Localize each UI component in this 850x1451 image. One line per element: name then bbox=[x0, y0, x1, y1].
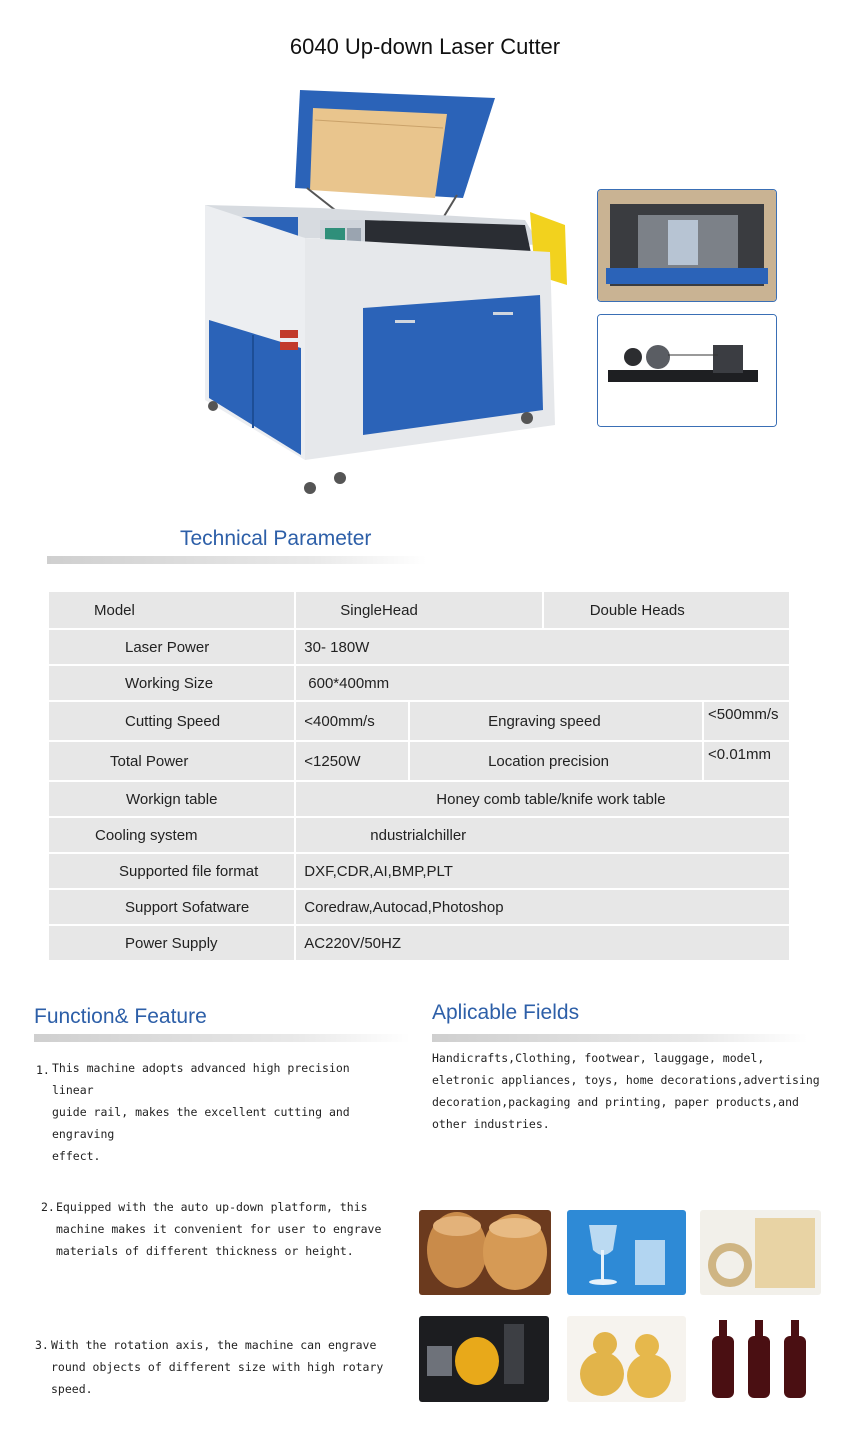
single-head-cell: SingleHead bbox=[295, 591, 542, 629]
table-row bbox=[48, 853, 790, 889]
table-row bbox=[48, 741, 790, 781]
working-size-value: 600*400mm bbox=[295, 665, 790, 701]
applicable-fields-heading: Aplicable Fields bbox=[432, 1001, 580, 1024]
fields-line: decoration,packaging and printing, paper products,and bbox=[432, 1095, 799, 1109]
software-value: Coredraw,Autocad,Photoshop bbox=[295, 889, 790, 925]
page-title: 6040 Up-down Laser Cutter bbox=[289, 34, 561, 59]
spec-table bbox=[47, 590, 791, 962]
applicable-fields-text bbox=[432, 1047, 832, 1135]
rotary-axis-thumbnail bbox=[597, 314, 777, 427]
power-supply-value: AC220V/50HZ bbox=[295, 925, 790, 961]
section-divider bbox=[34, 1034, 410, 1042]
fields-line: other industries. bbox=[432, 1117, 550, 1131]
working-table-label: Workign table bbox=[48, 781, 295, 817]
table-row bbox=[48, 701, 790, 741]
model-label: Model bbox=[48, 591, 295, 629]
working-table-value: Honey comb table/knife work table bbox=[295, 781, 790, 817]
section-divider bbox=[432, 1034, 808, 1042]
table-row bbox=[48, 781, 790, 817]
table-row bbox=[48, 629, 790, 665]
table-row bbox=[48, 889, 790, 925]
table-row bbox=[48, 665, 790, 701]
table-row bbox=[48, 817, 790, 853]
feature-line: With the rotation axis, the machine can engrave bbox=[51, 1338, 377, 1352]
location-precision-label: Location precision bbox=[409, 741, 703, 781]
table-row bbox=[48, 925, 790, 961]
feature-line: machine makes it convenient for user to engrave bbox=[56, 1222, 382, 1236]
feature-item-2 bbox=[41, 1196, 401, 1262]
working-size-label: Working Size bbox=[48, 665, 295, 701]
feature-line: This machine adopts advanced high precision linear bbox=[52, 1061, 350, 1097]
engraving-speed-value: <500mm/s bbox=[703, 701, 790, 741]
cutting-speed-label: Cutting Speed bbox=[48, 701, 295, 741]
feature-number: 2. bbox=[41, 1200, 55, 1214]
feature-line: materials of different thickness or height. bbox=[56, 1244, 354, 1258]
laser-power-value: 30- 180W bbox=[295, 629, 790, 665]
laser-power-label: Laser Power bbox=[48, 629, 295, 665]
sample-photo-rotary-engraving bbox=[419, 1316, 549, 1402]
technical-parameter-heading: Technical Parameter bbox=[180, 527, 372, 550]
feature-number: 1. bbox=[36, 1063, 50, 1077]
table-row bbox=[48, 591, 790, 629]
file-format-value: DXF,CDR,AI,BMP,PLT bbox=[295, 853, 790, 889]
platform-detail-thumbnail bbox=[597, 189, 777, 302]
feature-line: Equipped with the auto up-down platform, this bbox=[56, 1200, 368, 1214]
sample-photo-bamboo-tubes bbox=[419, 1210, 551, 1295]
feature-line: effect. bbox=[52, 1149, 101, 1163]
cutting-speed-value: <400mm/s bbox=[295, 701, 409, 741]
file-format-label: Supported file format bbox=[48, 853, 295, 889]
laser-cutter-machine-image bbox=[195, 80, 580, 500]
double-heads-cell: Double Heads bbox=[543, 591, 790, 629]
fields-line: eletronic appliances, toys, home decorations,advertising bbox=[432, 1073, 820, 1087]
feature-line: guide rail, makes the excellent cutting and engraving bbox=[52, 1105, 350, 1141]
function-feature-heading: Function& Feature bbox=[34, 1005, 207, 1028]
fields-line: Handicrafts,Clothing, footwear, lauggage, model, bbox=[432, 1051, 765, 1065]
feature-item-1 bbox=[36, 1057, 396, 1167]
software-label: Support Sofatware bbox=[48, 889, 295, 925]
engraving-speed-label: Engraving speed bbox=[409, 701, 703, 741]
cooling-system-label: Cooling system bbox=[48, 817, 295, 853]
sample-photo-gourds bbox=[567, 1316, 686, 1402]
feature-item-3 bbox=[35, 1334, 410, 1400]
cooling-system-value: ndustrialchiller bbox=[295, 817, 790, 853]
feature-line: round objects of different size with high rotary speed. bbox=[51, 1360, 384, 1396]
sample-photo-glassware bbox=[567, 1210, 686, 1295]
sample-photo-engraved-scroll bbox=[700, 1210, 821, 1295]
power-supply-label: Power Supply bbox=[48, 925, 295, 961]
total-power-value: <1250W bbox=[295, 741, 409, 781]
total-power-label: Total Power bbox=[48, 741, 295, 781]
sample-photo-wine-bottles bbox=[700, 1316, 819, 1402]
section-divider bbox=[47, 556, 427, 564]
location-precision-value: <0.01mm bbox=[703, 741, 790, 781]
feature-number: 3. bbox=[35, 1338, 49, 1352]
